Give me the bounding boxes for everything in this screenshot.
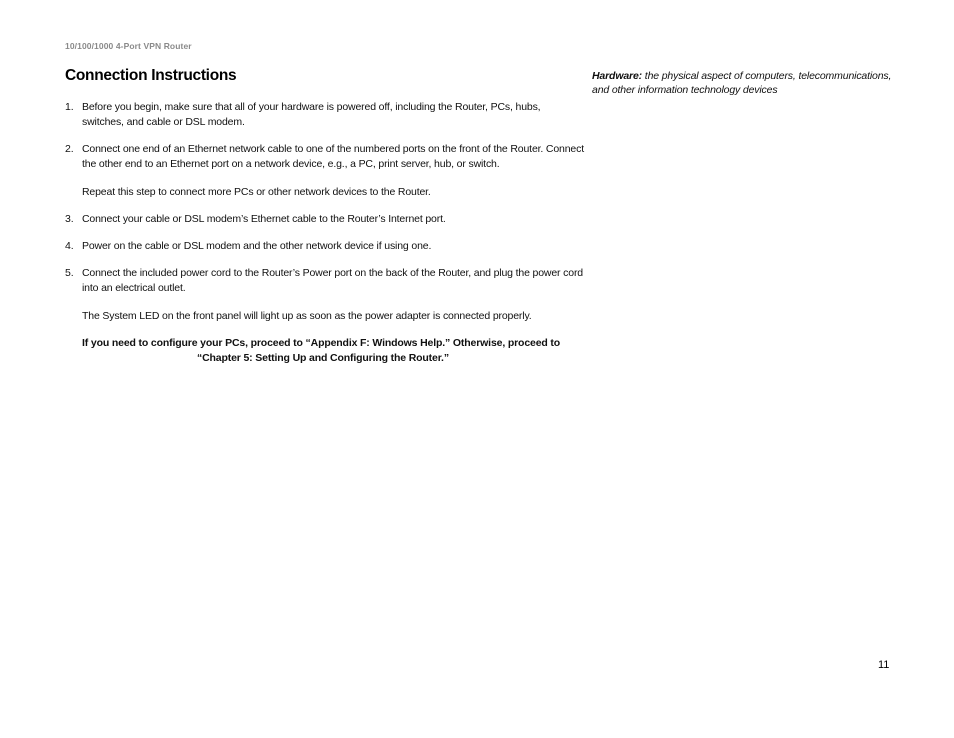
step-number: 2.: [65, 143, 74, 155]
step-note: The System LED on the front panel will light up as soon as the power adapter is connected properly.: [82, 310, 532, 322]
page-header-product: 10/100/1000 4-Port VPN Router: [65, 41, 192, 51]
step-3: [65, 212, 585, 227]
step-4: [65, 239, 585, 254]
step-text: Connect your cable or DSL modem’s Ethernet cable to the Router’s Internet port.: [82, 213, 446, 225]
step-number: 4.: [65, 240, 74, 252]
step-2: [65, 142, 585, 200]
page-number: 11: [878, 659, 890, 671]
step-5: [65, 266, 585, 324]
step-number: 1.: [65, 101, 74, 113]
step-text: Power on the cable or DSL modem and the other network device if using one.: [82, 240, 432, 252]
glossary-sidebar: [592, 69, 902, 97]
step-number: 3.: [65, 213, 74, 225]
step-note: Repeat this step to connect more PCs or other network devices to the Router.: [82, 186, 431, 198]
section-title: Connection Instructions: [65, 67, 237, 84]
step-text: Connect one end of an Ethernet network cable to one of the numbered ports on the front of the Router. Connect the other end to an Ethernet port on a network device, e.g., a PC, print server, hub, or switch.: [82, 143, 584, 170]
step-text: Connect the included power cord to the Router’s Power port on the back of the Router, and plug the power cord into an electrical outlet.: [82, 267, 583, 294]
instructions-content: [65, 100, 585, 366]
closing-line-1: If you need to configure your PCs, proceed to “Appendix F: Windows Help.” Otherwise, proceed to: [82, 337, 561, 349]
step-number: 5.: [65, 267, 74, 279]
closing-line-2: “Chapter 5: Setting Up and Configuring the Router.”: [197, 352, 449, 364]
closing-instructions: [65, 336, 585, 366]
glossary-definition: the physical aspect of computers, telecommunications, and other information technology devices: [592, 70, 892, 96]
step-1: [65, 100, 585, 130]
glossary-term: Hardware:: [592, 70, 643, 82]
step-text: Before you begin, make sure that all of your hardware is powered off, including the Router, PCs, hubs, switches, and cable or DSL modem.: [82, 101, 541, 128]
